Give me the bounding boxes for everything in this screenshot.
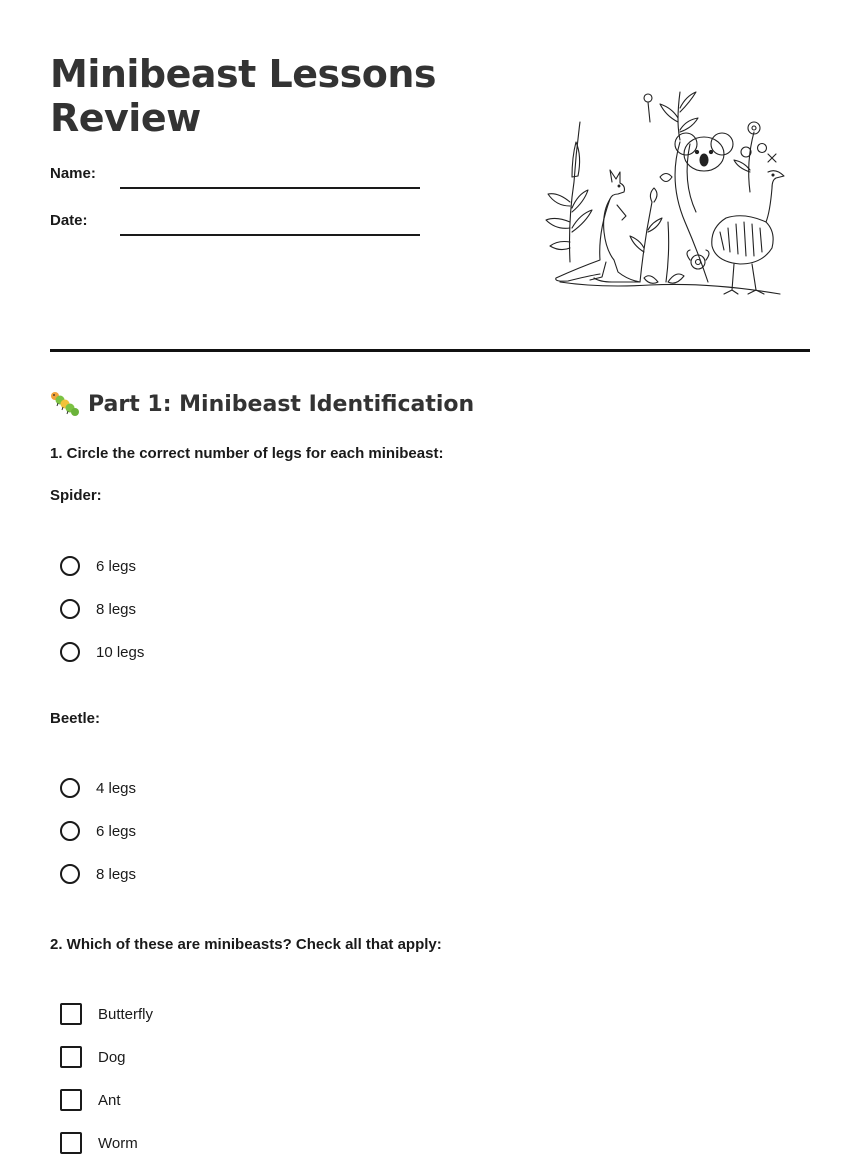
beetle-option-1[interactable] — [60, 775, 136, 801]
title-line-1: Minibeast Lessons — [50, 52, 437, 96]
radio-button[interactable] — [60, 642, 80, 662]
minibeast-option-ant[interactable] — [60, 1087, 121, 1113]
date-label: Date: — [50, 212, 88, 229]
middle-flowers-drawing — [630, 174, 709, 284]
option-label: 4 legs — [96, 779, 137, 797]
question-2-text: 2. Which of these are minibeasts? Check all that apply: — [50, 936, 442, 953]
name-label: Name: — [50, 165, 96, 182]
spider-option-3[interactable] — [60, 639, 144, 665]
option-label: 8 legs — [96, 865, 137, 883]
checkbox[interactable] — [60, 1132, 82, 1154]
radio-button[interactable] — [60, 556, 80, 576]
part1-heading — [50, 388, 474, 420]
emu-drawing — [712, 171, 784, 294]
page-title — [50, 52, 470, 140]
caterpillar-icon — [50, 389, 80, 419]
radio-button[interactable] — [60, 821, 80, 841]
option-label: 10 legs — [96, 643, 145, 661]
koala-drawing — [675, 133, 733, 282]
minibeast-option-worm[interactable] — [60, 1130, 138, 1156]
section-divider — [50, 349, 810, 352]
minibeast-option-butterfly[interactable] — [60, 1001, 153, 1027]
option-label: Ant — [98, 1091, 121, 1109]
spider-label: Spider: — [50, 487, 102, 504]
australian-animals-illustration — [540, 82, 790, 304]
minibeast-option-dog[interactable] — [60, 1044, 126, 1070]
checkbox[interactable] — [60, 1089, 82, 1111]
kangaroo-drawing — [556, 170, 640, 282]
beetle-option-2[interactable] — [60, 818, 136, 844]
beetle-label: Beetle: — [50, 710, 101, 727]
checkbox[interactable] — [60, 1003, 82, 1025]
name-field[interactable] — [120, 187, 420, 189]
spider-option-2[interactable] — [60, 596, 136, 622]
vine-drawing — [644, 92, 698, 140]
checkbox[interactable] — [60, 1046, 82, 1068]
radio-button[interactable] — [60, 599, 80, 619]
right-flowers-drawing — [734, 122, 776, 192]
part1-title: Part 1: Minibeast Identification — [88, 391, 475, 417]
option-label: Dog — [98, 1048, 126, 1066]
radio-button[interactable] — [60, 864, 80, 884]
option-label: 6 legs — [96, 557, 137, 575]
date-field[interactable] — [120, 234, 420, 236]
option-label: Butterfly — [98, 1005, 154, 1023]
beetle-option-3[interactable] — [60, 861, 136, 887]
question-1-text: 1. Circle the correct number of legs for each minibeast: — [50, 445, 444, 462]
title-line-2: Review — [50, 96, 201, 140]
option-label: 8 legs — [96, 600, 137, 618]
option-label: 6 legs — [96, 822, 137, 840]
radio-button[interactable] — [60, 778, 80, 798]
spider-option-1[interactable] — [60, 553, 136, 579]
left-plant-drawing — [546, 122, 592, 262]
option-label: Worm — [98, 1134, 138, 1152]
